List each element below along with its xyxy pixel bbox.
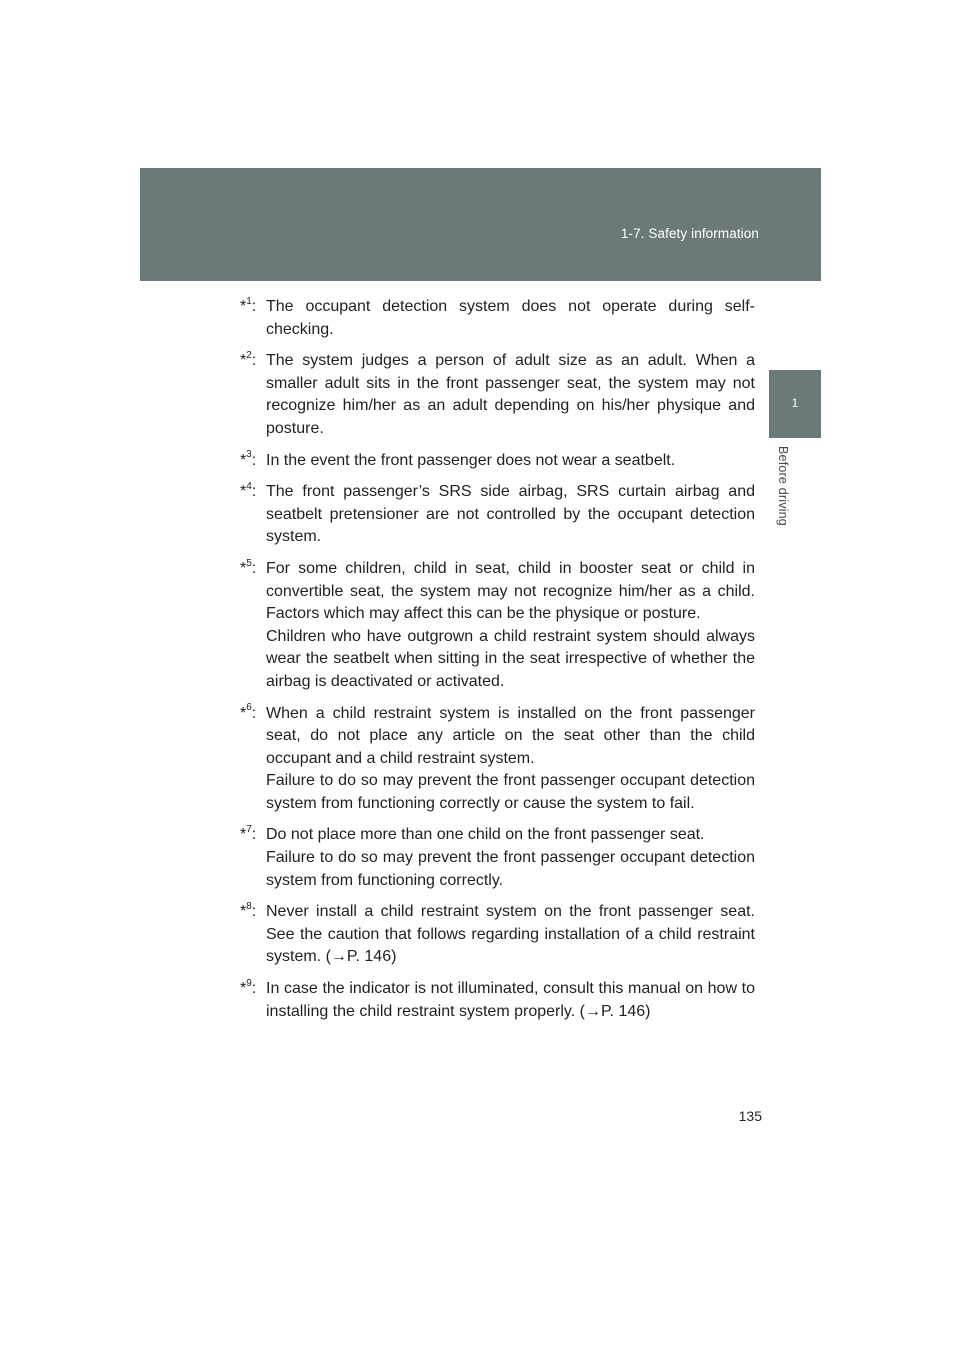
footnote-marker: *$^3$:: [240, 449, 257, 469]
footnote-list: [240, 296, 755, 1032]
footnote-marker: *$^4$:: [240, 480, 257, 501]
footnote-text: Failure to do so may prevent the front passenger occupant detection system from functioning correctly.: [266, 849, 755, 889]
footnote-text: Do not place more than one child on the front passenger seat.: [266, 826, 705, 844]
footnote-text: Children who have outgrown a child restraint system should always wear the seatbelt when sitting in the seat irrespective of whether the airbag is deactivated or activated.: [266, 627, 755, 690]
footnote-marker: *$^5$:: [240, 557, 257, 577]
footnote-text: In case the indicator is not illuminated, consult this manual on how to installing the child restraint system properly. (→P. 146): [266, 980, 755, 1020]
header-band: [140, 168, 821, 281]
footnote-marker: *$^9$:: [240, 977, 257, 998]
footnote-1: [240, 296, 755, 341]
footnote-2: [240, 350, 755, 440]
footnote-5: [240, 558, 755, 694]
footnote-text: For some children, child in seat, child in booster seat or child in convertible seat, the system may not recognize him/her as a child. Factors which may affect this can be the physique or posture.: [266, 559, 755, 623]
footnote-3: [240, 450, 755, 473]
footnote-text: In the event the front passenger does not wear a seatbelt.: [266, 451, 676, 469]
footnote-6: [240, 703, 755, 816]
footnote-marker: *$^6$:: [240, 702, 257, 722]
footnote-marker: *$^8$:: [240, 900, 257, 921]
footnote-text: Failure to do so may prevent the front passenger occupant detection system from functioning correctly or cause the system to fail.: [266, 772, 755, 812]
footnote-text: The occupant detection system does not operate during self-checking.: [266, 298, 755, 338]
footnote-8: [240, 901, 755, 969]
footnote-9: [240, 978, 755, 1023]
chapter-tab: [769, 370, 821, 438]
footnote-text: When a child restraint system is installed on the front passenger seat, do not place any article on the seat other than the child occupant and a child restraint system.: [266, 704, 755, 767]
section-title: 1-7. Safety information: [620, 226, 759, 241]
footnote-4: [240, 481, 755, 549]
footnote-text: The system judges a person of adult size as an adult. When a smaller adult sits in the front passenger seat, the system may not recognize him/her as an adult depending on his/her physique and posture.: [266, 352, 755, 437]
footnote-marker: *$^2$:: [240, 349, 257, 370]
chapter-number: 1: [791, 396, 799, 410]
footnote-text: Never install a child restraint system on the front passenger seat. See the caution that follows regarding installation of a child restraint system. (→P. 146): [266, 903, 755, 966]
page-number: 135: [738, 1108, 762, 1124]
footnote-7: [240, 824, 755, 892]
footnote-text: The front passenger’s SRS side airbag, SRS curtain airbag and seatbelt pretensioner are not controlled by the occupant detection system.: [266, 483, 755, 546]
footnote-marker: *$^1$:: [240, 295, 257, 315]
chapter-label: Before driving: [776, 446, 790, 526]
footnote-marker: *$^7$:: [240, 824, 257, 844]
